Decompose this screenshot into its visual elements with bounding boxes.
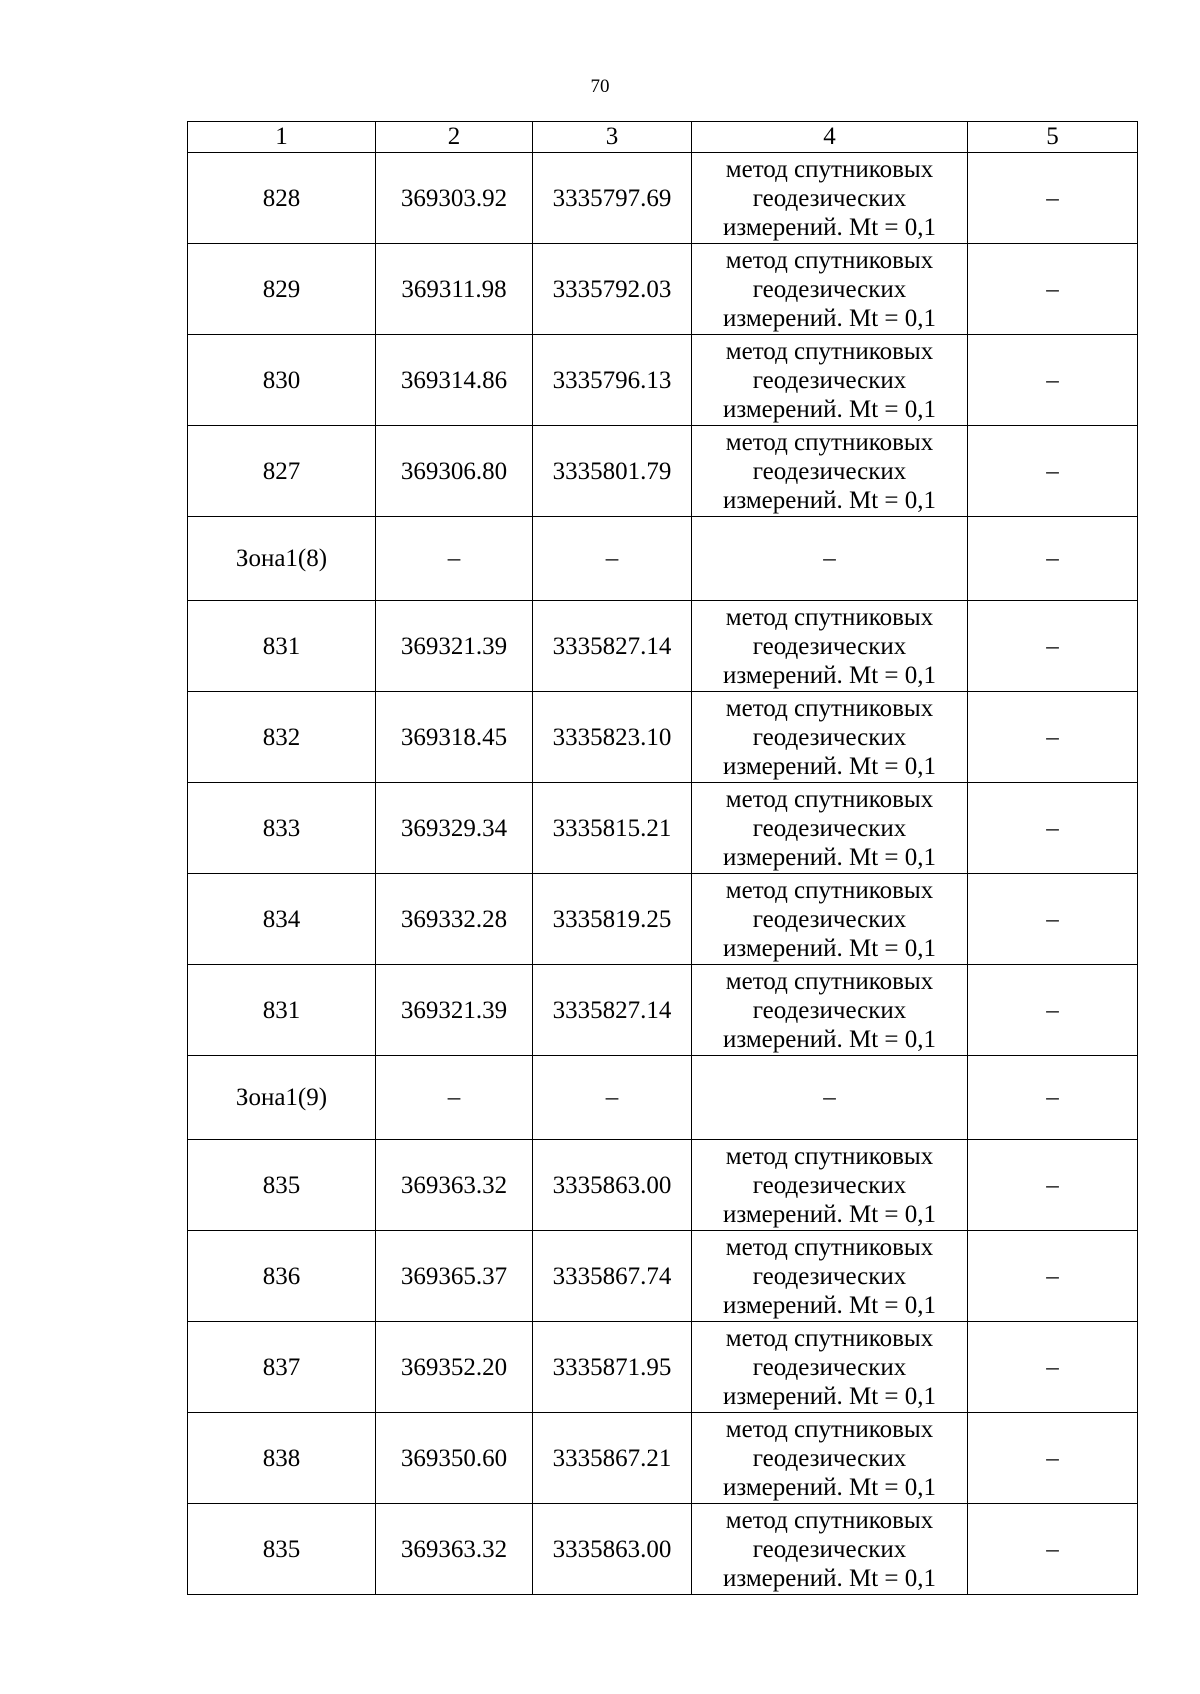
y-coordinate-cell: 3335867.74: [533, 1231, 692, 1322]
zone-row: [188, 1056, 1138, 1140]
method-cell: [692, 153, 968, 244]
y-coordinate-cell: 3335863.00: [533, 1504, 692, 1595]
point-id-cell: 832: [188, 692, 376, 783]
table-row: [188, 1413, 1138, 1504]
point-id-cell: 838: [188, 1413, 376, 1504]
method-cell: [692, 1413, 968, 1504]
method-cell: [692, 335, 968, 426]
table-row: [188, 783, 1138, 874]
table-row: [188, 426, 1138, 517]
method-cell: [692, 965, 968, 1056]
y-coordinate-cell: 3335863.00: [533, 1140, 692, 1231]
x-coordinate-cell: 369332.28: [376, 874, 533, 965]
y-coordinate-cell: –: [533, 1056, 692, 1140]
method-text-line1: метод спутниковых: [725, 1233, 934, 1261]
method-text-line1: метод спутниковых: [725, 603, 934, 631]
y-coordinate-cell: 3335796.13: [533, 335, 692, 426]
x-coordinate-cell: 369321.39: [376, 601, 533, 692]
point-id-cell: 835: [188, 1504, 376, 1595]
method-text-line2: геодезических: [752, 814, 907, 842]
header-col-1: 1: [188, 122, 376, 153]
method-text-line2: геодезических: [752, 632, 907, 660]
method-text-line2: геодезических: [752, 996, 907, 1024]
y-coordinate-cell: 3335819.25: [533, 874, 692, 965]
method-cell: –: [692, 1056, 968, 1140]
x-coordinate-cell: –: [376, 517, 533, 601]
method-text-line1: метод спутниковых: [725, 1415, 934, 1443]
table-row: [188, 965, 1138, 1056]
method-cell: [692, 244, 968, 335]
note-cell: –: [968, 692, 1138, 783]
method-text-line1: метод спутниковых: [725, 876, 934, 904]
y-coordinate-cell: 3335801.79: [533, 426, 692, 517]
table-row: [188, 601, 1138, 692]
y-coordinate-cell: –: [533, 517, 692, 601]
method-text-line1: метод спутниковых: [725, 337, 934, 365]
method-text-line2: геодезических: [752, 1353, 907, 1381]
header-col-3: 3: [533, 122, 692, 153]
zone-row: [188, 517, 1138, 601]
table-row: [188, 153, 1138, 244]
point-id-cell: 833: [188, 783, 376, 874]
page-number: 70: [590, 76, 610, 97]
x-coordinate-cell: 369306.80: [376, 426, 533, 517]
y-coordinate-cell: 3335797.69: [533, 153, 692, 244]
method-cell: [692, 1231, 968, 1322]
point-id-cell: 834: [188, 874, 376, 965]
note-cell: –: [968, 1140, 1138, 1231]
note-cell: –: [968, 335, 1138, 426]
note-cell: –: [968, 1504, 1138, 1595]
y-coordinate-cell: 3335871.95: [533, 1322, 692, 1413]
method-text-line3: измерений. Mt = 0,1: [722, 304, 937, 332]
x-coordinate-cell: 369318.45: [376, 692, 533, 783]
x-coordinate-cell: 369329.34: [376, 783, 533, 874]
y-coordinate-cell: 3335823.10: [533, 692, 692, 783]
x-coordinate-cell: 369363.32: [376, 1140, 533, 1231]
point-id-cell: 827: [188, 426, 376, 517]
coordinates-table: [187, 121, 1138, 1595]
method-text-line2: геодезических: [752, 905, 907, 933]
header-row: [188, 122, 1138, 153]
note-cell: –: [968, 426, 1138, 517]
y-coordinate-cell: 3335827.14: [533, 601, 692, 692]
method-text-line3: измерений. Mt = 0,1: [722, 843, 937, 871]
method-text-line2: геодезических: [752, 275, 907, 303]
table-row: [188, 692, 1138, 783]
x-coordinate-cell: 369365.37: [376, 1231, 533, 1322]
method-text-line3: измерений. Mt = 0,1: [722, 1025, 937, 1053]
y-coordinate-cell: 3335827.14: [533, 965, 692, 1056]
point-id-cell: 836: [188, 1231, 376, 1322]
point-id-cell: 837: [188, 1322, 376, 1413]
x-coordinate-cell: 369303.92: [376, 153, 533, 244]
table-header: [188, 122, 1138, 153]
method-cell: [692, 1140, 968, 1231]
method-text-line1: метод спутниковых: [725, 1506, 934, 1534]
table-row: [188, 335, 1138, 426]
method-text-line3: измерений. Mt = 0,1: [722, 1564, 937, 1592]
method-text-line2: геодезических: [752, 723, 907, 751]
table-row: [188, 1504, 1138, 1595]
point-id-cell: 831: [188, 965, 376, 1056]
point-id-cell: 831: [188, 601, 376, 692]
method-text-line3: измерений. Mt = 0,1: [722, 752, 937, 780]
method-cell: [692, 874, 968, 965]
x-coordinate-cell: –: [376, 1056, 533, 1140]
x-coordinate-cell: 369321.39: [376, 965, 533, 1056]
note-cell: –: [968, 783, 1138, 874]
note-cell: –: [968, 601, 1138, 692]
note-cell: –: [968, 874, 1138, 965]
note-cell: –: [968, 153, 1138, 244]
method-cell: [692, 692, 968, 783]
note-cell: –: [968, 965, 1138, 1056]
x-coordinate-cell: 369311.98: [376, 244, 533, 335]
table-row: [188, 1322, 1138, 1413]
method-text-line1: метод спутниковых: [725, 1324, 934, 1352]
note-cell: –: [968, 1231, 1138, 1322]
method-cell: [692, 1322, 968, 1413]
header-col-4: 4: [692, 122, 968, 153]
x-coordinate-cell: 369363.32: [376, 1504, 533, 1595]
method-text-line3: измерений. Mt = 0,1: [722, 213, 937, 241]
method-text-line2: геодезических: [752, 457, 907, 485]
method-text-line1: метод спутниковых: [725, 155, 934, 183]
method-text-line2: геодезических: [752, 366, 907, 394]
method-text-line2: геодезических: [752, 184, 907, 212]
note-cell: –: [968, 1413, 1138, 1504]
method-text-line3: измерений. Mt = 0,1: [722, 1382, 937, 1410]
method-text-line3: измерений. Mt = 0,1: [722, 661, 937, 689]
note-cell: –: [968, 244, 1138, 335]
method-cell: –: [692, 517, 968, 601]
y-coordinate-cell: 3335815.21: [533, 783, 692, 874]
table-row: [188, 244, 1138, 335]
point-id-cell: 835: [188, 1140, 376, 1231]
method-cell: [692, 601, 968, 692]
method-text-line3: измерений. Mt = 0,1: [722, 486, 937, 514]
method-text-line3: измерений. Mt = 0,1: [722, 934, 937, 962]
x-coordinate-cell: 369314.86: [376, 335, 533, 426]
method-text-line3: измерений. Mt = 0,1: [722, 1200, 937, 1228]
method-text-line3: измерений. Mt = 0,1: [722, 395, 937, 423]
point-id-cell: 828: [188, 153, 376, 244]
table-row: [188, 1140, 1138, 1231]
method-text-line1: метод спутниковых: [725, 967, 934, 995]
header-col-5: 5: [968, 122, 1138, 153]
note-cell: –: [968, 1056, 1138, 1140]
table-row: [188, 1231, 1138, 1322]
method-cell: [692, 1504, 968, 1595]
point-id-cell: 830: [188, 335, 376, 426]
method-text-line1: метод спутниковых: [725, 1142, 934, 1170]
method-text-line1: метод спутниковых: [725, 246, 934, 274]
method-text-line1: метод спутниковых: [725, 428, 934, 456]
method-text-line2: геодезических: [752, 1262, 907, 1290]
header-col-2: 2: [376, 122, 533, 153]
method-cell: [692, 783, 968, 874]
table-row: [188, 874, 1138, 965]
method-text-line1: метод спутниковых: [725, 694, 934, 722]
x-coordinate-cell: 369352.20: [376, 1322, 533, 1413]
y-coordinate-cell: 3335792.03: [533, 244, 692, 335]
point-id-cell: Зона1(8): [188, 517, 376, 601]
method-text-line2: геодезических: [752, 1535, 907, 1563]
method-text-line3: измерений. Mt = 0,1: [722, 1473, 937, 1501]
note-cell: –: [968, 517, 1138, 601]
method-text-line3: измерений. Mt = 0,1: [722, 1291, 937, 1319]
method-cell: [692, 426, 968, 517]
note-cell: –: [968, 1322, 1138, 1413]
method-text-line2: геодезических: [752, 1444, 907, 1472]
table-body: [188, 153, 1138, 1595]
point-id-cell: Зона1(9): [188, 1056, 376, 1140]
point-id-cell: 829: [188, 244, 376, 335]
method-text-line1: метод спутниковых: [725, 785, 934, 813]
x-coordinate-cell: 369350.60: [376, 1413, 533, 1504]
method-text-line2: геодезических: [752, 1171, 907, 1199]
y-coordinate-cell: 3335867.21: [533, 1413, 692, 1504]
